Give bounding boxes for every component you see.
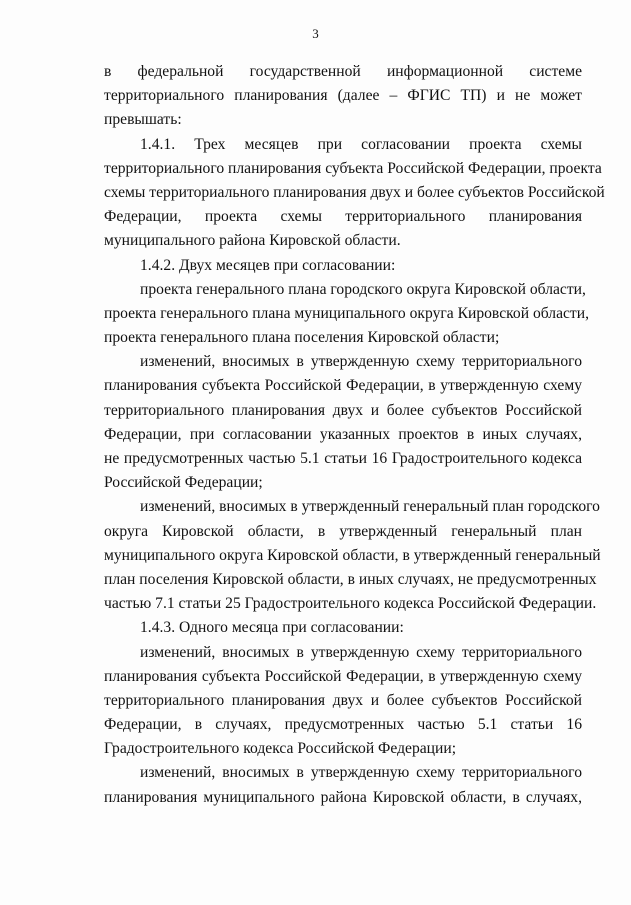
text-line: план поселения Кировской области, в иных случаях, не предусмотренных xyxy=(104,570,597,588)
text-line: территориального планирования субъекта Российской Федерации, проекта xyxy=(104,159,602,177)
text-line: муниципального округа Кировской области, в утвержденный генеральный xyxy=(104,546,601,564)
text-line: изменений, вносимых в утвержденный генеральный план городского xyxy=(140,498,600,516)
text-line: в федеральной государственной информационной системе xyxy=(104,63,582,80)
text-line: частью 7.1 статьи 25 Градостроительного кодекса Российской Федерации. xyxy=(104,595,597,613)
text-line: 1.4.3. Одного месяца при согласовании: xyxy=(140,619,404,637)
text-line: схемы территориального планирования двух и более субъектов Российской xyxy=(104,183,605,201)
text-line: территориального планирования двух и более субъектов Российской xyxy=(104,691,582,709)
text-line: Федерации, при согласовании указанных проектов в иных случаях, xyxy=(104,425,582,443)
text-line: 1.4.2. Двух месяцев при согласовании: xyxy=(140,256,396,274)
text-line: изменений, вносимых в утвержденную схему территориального xyxy=(140,764,582,782)
text-line: округа Кировской области, в утвержденный генеральный план xyxy=(104,522,582,540)
text-line: не предусмотренных частью 5.1 статьи 16 Градостроительного кодекса xyxy=(104,450,582,467)
text-line: превышать: xyxy=(104,111,182,129)
text-line: 1.4.1. Трех месяцев при согласовании проекта схемы xyxy=(140,135,582,153)
text-line: Федерации, проекта схемы территориального планирования xyxy=(104,208,582,226)
text-line: Градостроительного кодекса Российской Федерации; xyxy=(104,740,457,758)
text-line: территориального планирования двух и более субъектов Российской xyxy=(104,401,582,419)
text-line: проекта генерального плана поселения Кировской области; xyxy=(104,329,500,347)
text-line: проекта генерального плана городского округа Кировской области, xyxy=(140,280,586,298)
text-line: Российской Федерации; xyxy=(104,474,263,492)
text-line: изменений, вносимых в утвержденную схему территориального xyxy=(140,353,582,371)
page-number: 3 xyxy=(312,26,319,41)
text-line: планирования субъекта Российской Федерации, в утвержденную схему xyxy=(104,377,582,395)
document-body xyxy=(104,60,605,810)
text-line: планирования субъекта Российской Федерации, в утвержденную схему xyxy=(104,667,582,685)
text-line: изменений, вносимых в утвержденную схему территориального xyxy=(140,643,582,661)
text-line: проекта генерального плана муниципального округа Кировской области, xyxy=(104,304,589,322)
text-line: муниципального района Кировской области. xyxy=(104,232,401,250)
text-line: Федерации, в случаях, предусмотренных частью 5.1 статьи 16 xyxy=(104,716,582,734)
text-line: планирования муниципального района Кировской области, в случаях, xyxy=(104,788,582,806)
text-line: территориального планирования (далее – ФГИС ТП) и не может xyxy=(104,87,582,105)
